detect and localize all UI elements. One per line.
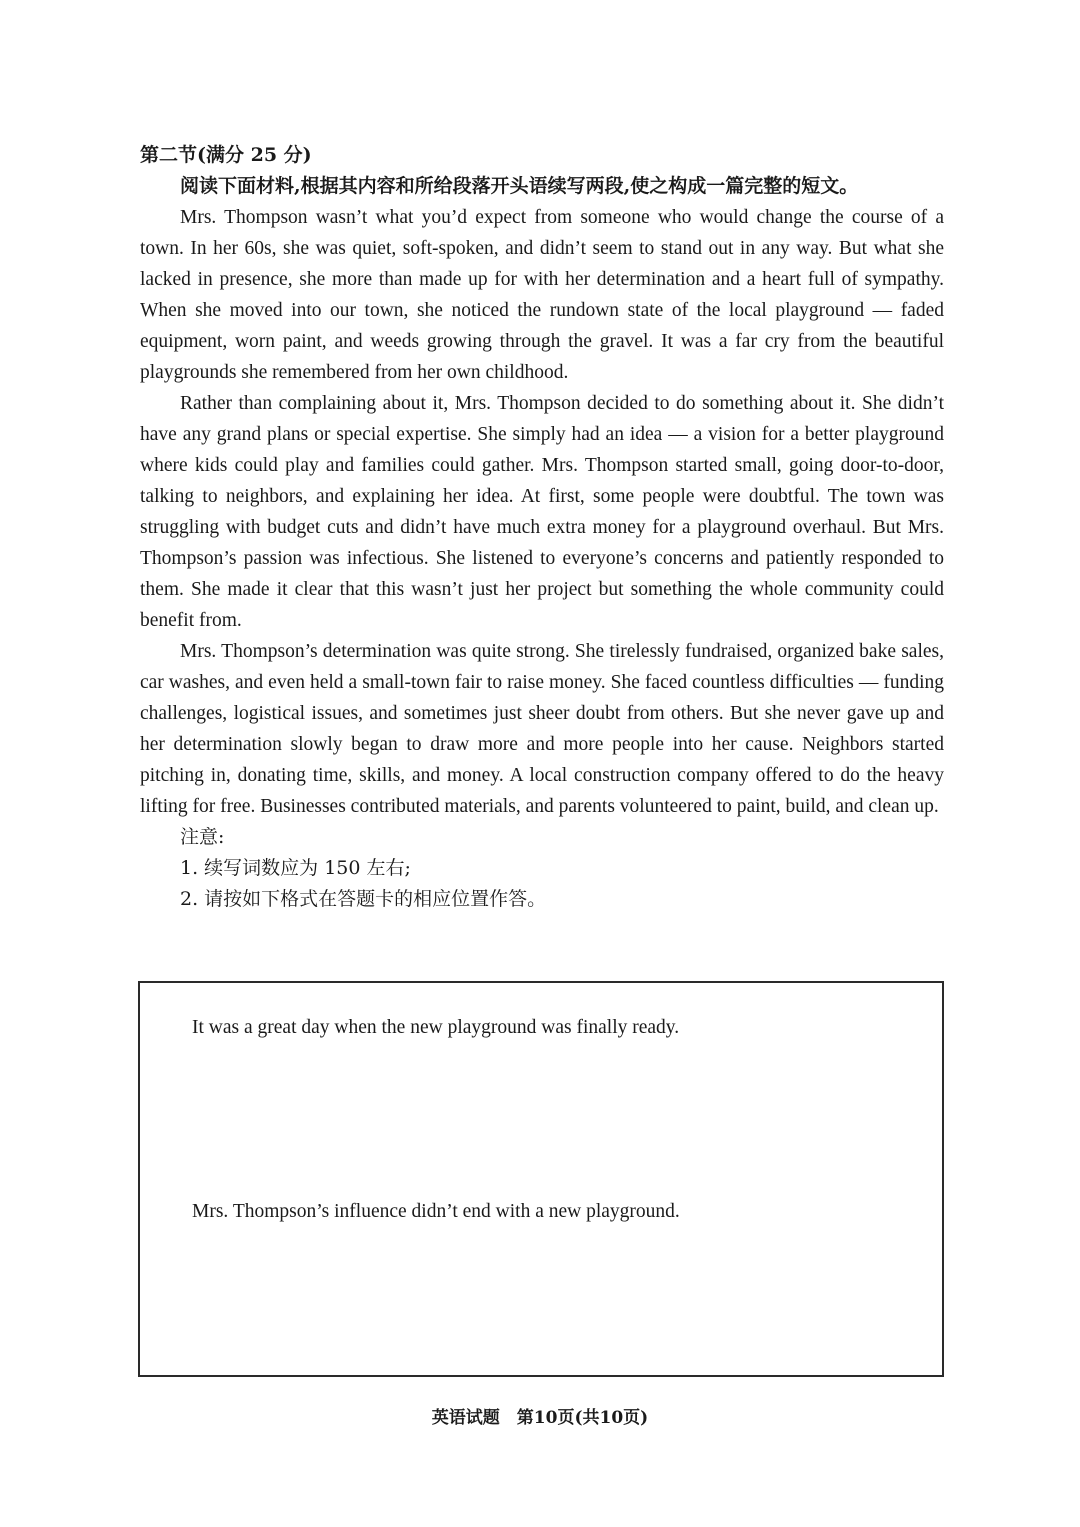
passage-paragraph-1: Mrs. Thompson wasn’t what you’d expect from someone who would change the course of a town. In her 60s, she was quiet, soft-spoken, and didn’t seem to stand out in any way. But what she lacked in presence, she more than made up for with her determination and a heart full of sympathy. When she moved into our town, she noticed the rundown state of the local playground — faded equipment, worn paint, and weeds growing through the gravel. It was a far cry from the beautiful playgrounds she remembered from her own childhood. [140, 207, 944, 383]
paragraph-starter-2: Mrs. Thompson’s influence didn’t end with a new playground. [192, 1201, 680, 1222]
note-item-1: 1. 续写词数应为 150 左右; [180, 857, 411, 879]
task-instruction: 阅读下面材料,根据其内容和所给段落开头语续写两段,使之构成一篇完整的短文。 [180, 175, 859, 197]
passage-paragraph-3: Mrs. Thompson’s determination was quite strong. She tirelessly fundraised, organized bake sales, car washes, and even held a small-town fair to raise money. She faced countless difficulties — funding challenges, logistical issues, and sometimes just sheer doubt from others. But she never gave up and her determination slowly began to draw more and more people into her cause. Neighbors started pitching in, donating time, skills, and money. A local construction company offered to do the heavy lifting for free. Businesses contributed materials, and parents volunteered to paint, build, and clean up. [140, 641, 944, 817]
page-footer: 英语试题 第10页(共10页) [431, 1408, 649, 1428]
notes-heading: 注意: [180, 826, 225, 848]
note-item-2: 2. 请按如下格式在答题卡的相应位置作答。 [180, 888, 547, 910]
paragraph-starter-1: It was a great day when the new playground was finally ready. [192, 1017, 680, 1038]
answer-box [138, 981, 944, 1377]
exam-content [140, 140, 944, 915]
section-title: 第二节(满分 25 分) [140, 144, 312, 166]
passage-paragraph-2: Rather than complaining about it, Mrs. Thompson decided to do something about it. She didn’t have any grand plans or special expertise. She simply had an idea — a vision for a better playground where kids could play and families could gather. Mrs. Thompson started small, going door-to-door, talking to neighbors, and explaining her idea. At first, some people were doubtful. The town was struggling with budget cuts and didn’t have much extra money for a playground overhaul. But Mrs. Thompson’s passion was infectious. She listened to everyone’s concerns and patiently responded to them. She made it clear that this wasn’t just her project but something the whole community could benefit from. [140, 393, 944, 631]
